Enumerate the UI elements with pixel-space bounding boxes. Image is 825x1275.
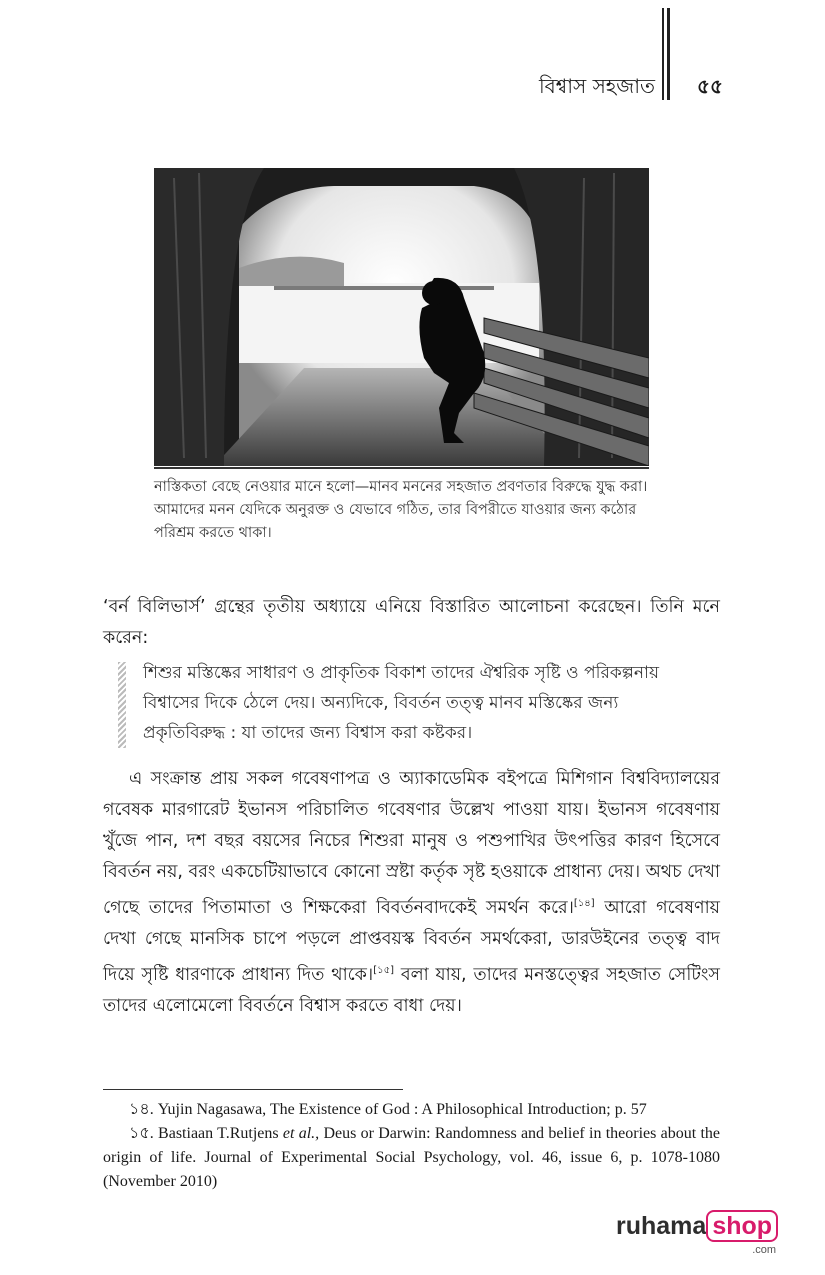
footnotes (103, 1098, 720, 1194)
running-head: বিশ্বাস সহজাত (538, 74, 655, 98)
quote-bar (118, 662, 126, 748)
brand-domain: .com (752, 1244, 777, 1256)
footnote-ref[interactable]: [১৪] (573, 898, 595, 909)
footnote-number: ১৪. (129, 1101, 154, 1118)
caption-divider (154, 467, 649, 469)
watermark-logo (616, 1212, 778, 1256)
footnote (103, 1122, 720, 1194)
footnote-text: Yujin Nagasawa, The Existence of God : A Philosophical Introduction; p. 57 (157, 1101, 647, 1118)
footnote-number: ১৫. (129, 1125, 154, 1142)
intro-paragraph: ‘বর্ন বিলিভার্স’ গ্রন্থের তৃতীয় অধ্যায়ে এনিয়ে বিস্তারিত আলোচনা করেছেন। তিনি মনে করেন: (103, 597, 720, 648)
footnote (103, 1098, 720, 1122)
footnote-ref[interactable]: [১৫] (373, 964, 394, 976)
photo-man-in-tunnel (154, 168, 649, 466)
brand-name: ruhama (616, 1212, 707, 1240)
footnote-divider (103, 1089, 403, 1090)
paragraph-text: বলা যায়, তাদের মনস্তত্ত্বের সহজাত সেটিংস তাদের এলোমেলো বিবর্তনে বিশ্বাস করতে বাধা দেয়। (103, 964, 720, 1016)
page-number: ৫৫ (697, 74, 723, 98)
paragraph-text: এ সংক্রান্ত প্রায় সকল গবেষণাপত্র ও অ্যাকাডেমিক বইপত্রে মিশিগান বিশ্ববিদ্যালয়ের গবেষক মারগারেট ইভানস পরিচালিত গবেষণার উল্লেখ পাওয়া যায়। ইভানস গবেষণায় খুঁজে পান, দশ বছর বয়সের নিচের শিশুরা মানুষ ও পশুপাখির উৎপত্তির কারণ হিসেবে বিবর্তন নয়, বরং একচেটিয়াভাবে কোনো স্রষ্টা কর্তৃক সৃষ্ট হওয়াকে প্রাধান্য দেয়। অথচ দেখা গেছে তাদের পিতামাতা ও শিক্ষকেরা বিবর্তনবাদকেই সমর্থন করে। (103, 769, 720, 918)
footnote-text: Deus or Darwin: Randomness and belief in theories about the origin of life. Journal of Experimental Social Psychology, vol. 46, issue 6, p. 1078-1080 (November 2010) (103, 1125, 721, 1190)
main-paragraph (103, 764, 720, 1022)
footnote-text: Bastiaan T.Rutjens (158, 1125, 279, 1142)
brand-badge: shop (706, 1210, 778, 1242)
figure-caption: নাস্তিকতা বেছে নেওয়ার মানে হলো—মানব মননের সহজাত প্রবণতার বিরুদ্ধে যুদ্ধ করা। আমাদের মনন যেদিকে অনুরক্ত ও যেভাবে গঠিত, তার বিপরীতে যাওয়ার জন্য কঠোর পরিশ্রম করতে থাকা। (154, 479, 648, 541)
header-divider (662, 8, 672, 100)
footnote-italic: et al., (282, 1125, 320, 1142)
block-quote: শিশুর মস্তিষ্কের সাধারণ ও প্রাকৃতিক বিকাশ তাদের ঐশ্বরিক সৃষ্টি ও পরিকল্পনায় বিশ্বাসের দিকে ঠেলে দেয়। অন্যদিকে, বিবর্তন তত্ত্ব মানব মস্তিষ্কের জন্য প্রকৃতিবিরুদ্ধ : যা তাদের জন্য বিশ্বাস করা কষ্টকর। (143, 663, 659, 743)
paragraph-text: আরো গবেষণায় দেখা গেছে মানসিক চাপে পড়লে প্রাপ্তবয়স্ক বিবর্তন সমর্থকেরা, ডারউইনের তত্ত্ব বাদ দিয়ে সৃষ্টি ধারণাকে প্রাধান্য দিত থাকে। (103, 897, 720, 985)
